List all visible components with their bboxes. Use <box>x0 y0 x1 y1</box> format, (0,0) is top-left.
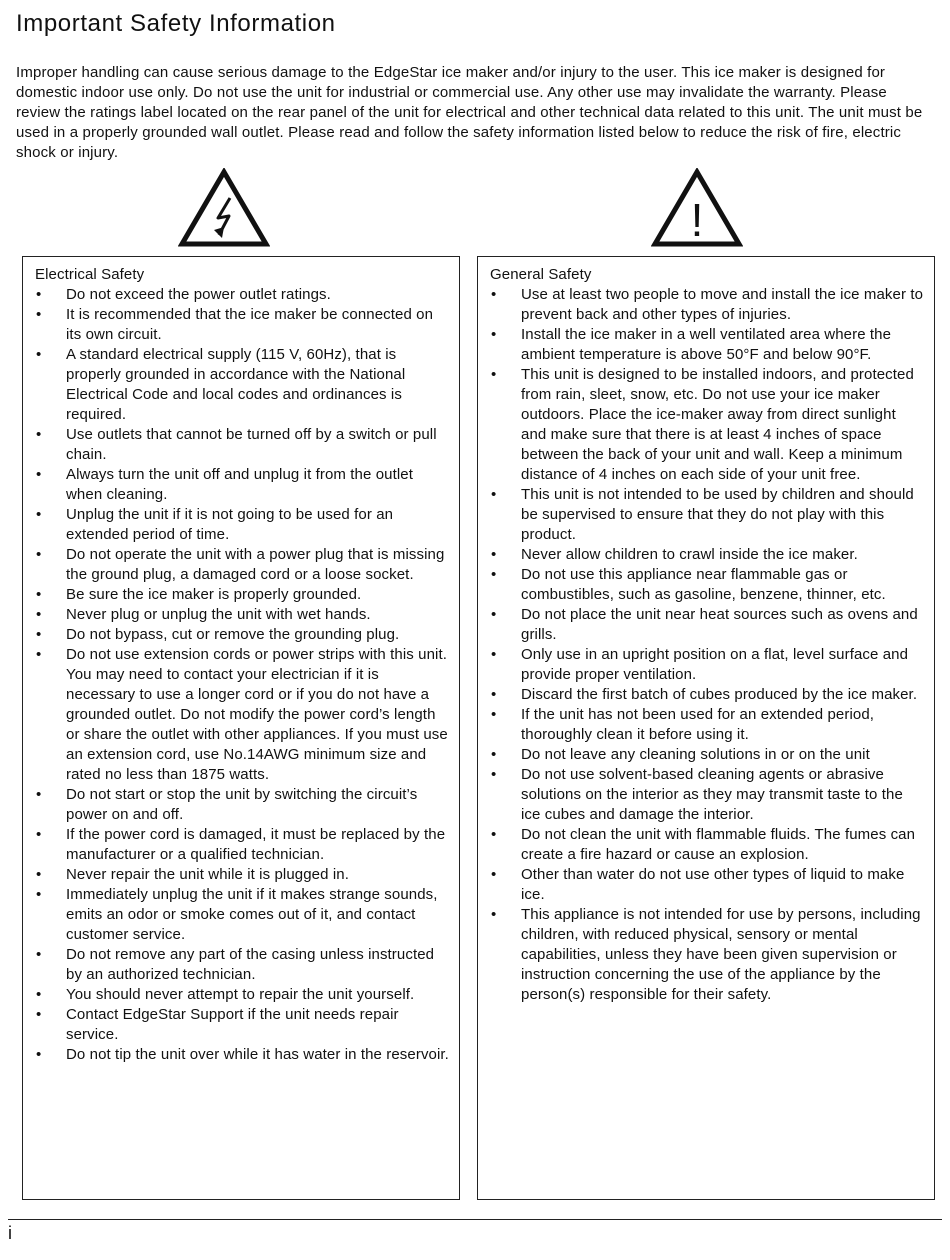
exclamation-warning-icon <box>651 168 743 248</box>
electrical-safety-item: • Unplug the unit if it is not going to be used for an extended period of time. <box>35 505 449 545</box>
electrical-safety-item: • Always turn the unit off and unplug it from the outlet when cleaning. <box>35 465 449 505</box>
general-safety-list <box>490 285 924 1005</box>
general-safety-item: • Other than water do not use other types of liquid to make ice. <box>490 865 924 905</box>
electrical-safety-item: • It is recommended that the ice maker be connected on its own circuit. <box>35 305 449 345</box>
footer-divider <box>8 1219 942 1220</box>
general-safety-item: • This unit is designed to be installed indoors, and protected from rain, sleet, snow, etc. Do not use your ice maker outdoors. Place the ice-maker away from direct sunlight and make sure that there is at least 4 inches of space between the back of your unit and wall. Keep a minimum distance of 4 inches on each side of your unit free. <box>490 365 924 485</box>
exclamation-mark: ! <box>690 194 704 246</box>
general-safety-item: • If the unit has not been used for an extended period, thoroughly clean it before using it. <box>490 705 924 745</box>
electrical-safety-item: • You should never attempt to repair the unit yourself. <box>35 985 449 1005</box>
electrical-safety-box <box>22 256 460 1200</box>
electrical-safety-item: • Do not bypass, cut or remove the grounding plug. <box>35 625 449 645</box>
general-safety-item: • Do not use solvent-based cleaning agents or abrasive solutions on the interior as they may transmit taste to the ice cubes and damage the interior. <box>490 765 924 825</box>
intro-paragraph: Improper handling can cause serious damage to the EdgeStar ice maker and/or injury to the user. This ice maker is designed for domestic indoor use only. Do not use the unit for industrial or commercial use. Any other use may invalidate the warranty. Please review the ratings label located on the rear panel of the unit for electrical and other technical data related to this unit. The unit must be used in a properly grounded wall outlet. Please read and follow the safety information listed below to reduce the risk of fire, electric shock or injury. <box>16 64 923 161</box>
general-safety-item: • Do not place the unit near heat sources such as ovens and grills. <box>490 605 924 645</box>
general-safety-item: • Never allow children to crawl inside the ice maker. <box>490 545 924 565</box>
electrical-safety-item: • Do not remove any part of the casing unless instructed by an authorized technician. <box>35 945 449 985</box>
electrical-safety-item: • Do not tip the unit over while it has water in the reservoir. <box>35 1045 449 1065</box>
electrical-safety-heading: Electrical Safety <box>35 266 145 283</box>
electrical-safety-item: • Do not exceed the power outlet ratings. <box>35 285 449 305</box>
general-safety-item: • This appliance is not intended for use by persons, including children, with reduced physical, sensory or mental capabilities, unless they have been given supervision or instruction concerning the use of the appliance by the person(s) responsible for their safety. <box>490 905 924 1005</box>
general-safety-item: • Do not clean the unit with flammable fluids. The fumes can create a fire hazard or cause an explosion. <box>490 825 924 865</box>
general-safety-item: • Only use in an upright position on a flat, level surface and provide proper ventilation. <box>490 645 924 685</box>
page-number: i <box>8 1223 12 1243</box>
electrical-safety-item: • Do not use extension cords or power strips with this unit. You may need to contact your electrician if it is necessary to use a longer cord or if you do not have a grounded outlet. Do not modify the power cord’s length or share the outlet with other appliances. If you must use an extension cord, use No.14AWG minimum size and rated no less than 1875 watts. <box>35 645 449 785</box>
electrical-safety-item: • Immediately unplug the unit if it makes strange sounds, emits an odor or smoke comes out of it, and contact customer service. <box>35 885 449 945</box>
electrical-safety-item: • Do not operate the unit with a power plug that is missing the ground plug, a damaged cord or a loose socket. <box>35 545 449 585</box>
electrical-safety-item: • Contact EdgeStar Support if the unit needs repair service. <box>35 1005 449 1045</box>
general-safety-item: • Do not leave any cleaning solutions in or on the unit <box>490 745 924 765</box>
general-safety-heading: General Safety <box>490 266 592 283</box>
general-safety-box <box>477 256 935 1200</box>
page-title: Important Safety Information <box>16 10 336 37</box>
general-safety-item: • Install the ice maker in a well ventilated area where the ambient temperature is above 50°F and below 90°F. <box>490 325 924 365</box>
general-safety-item: • This unit is not intended to be used by children and should be supervised to ensure that they do not play with this product. <box>490 485 924 545</box>
electrical-safety-list <box>35 285 449 1065</box>
electrical-safety-item: • Use outlets that cannot be turned off by a switch or pull chain. <box>35 425 449 465</box>
electrical-safety-item: • Be sure the ice maker is properly grounded. <box>35 585 449 605</box>
electrical-safety-item: • Never repair the unit while it is plugged in. <box>35 865 449 885</box>
electrical-safety-item: • Never plug or unplug the unit with wet hands. <box>35 605 449 625</box>
general-safety-item: • Use at least two people to move and install the ice maker to prevent back and other types of injuries. <box>490 285 924 325</box>
electrical-safety-item: • If the power cord is damaged, it must be replaced by the manufacturer or a qualified technician. <box>35 825 449 865</box>
electrical-safety-item: • Do not start or stop the unit by switching the circuit’s power on and off. <box>35 785 449 825</box>
general-safety-item: • Discard the first batch of cubes produced by the ice maker. <box>490 685 924 705</box>
electrical-safety-item: • A standard electrical supply (115 V, 60Hz), that is properly grounded in accordance with the National Electrical Code and local codes and ordinances is required. <box>35 345 449 425</box>
general-safety-item: • Do not use this appliance near flammable gas or combustibles, such as gasoline, benzene, thinner, etc. <box>490 565 924 605</box>
electric-shock-warning-icon <box>178 168 270 248</box>
